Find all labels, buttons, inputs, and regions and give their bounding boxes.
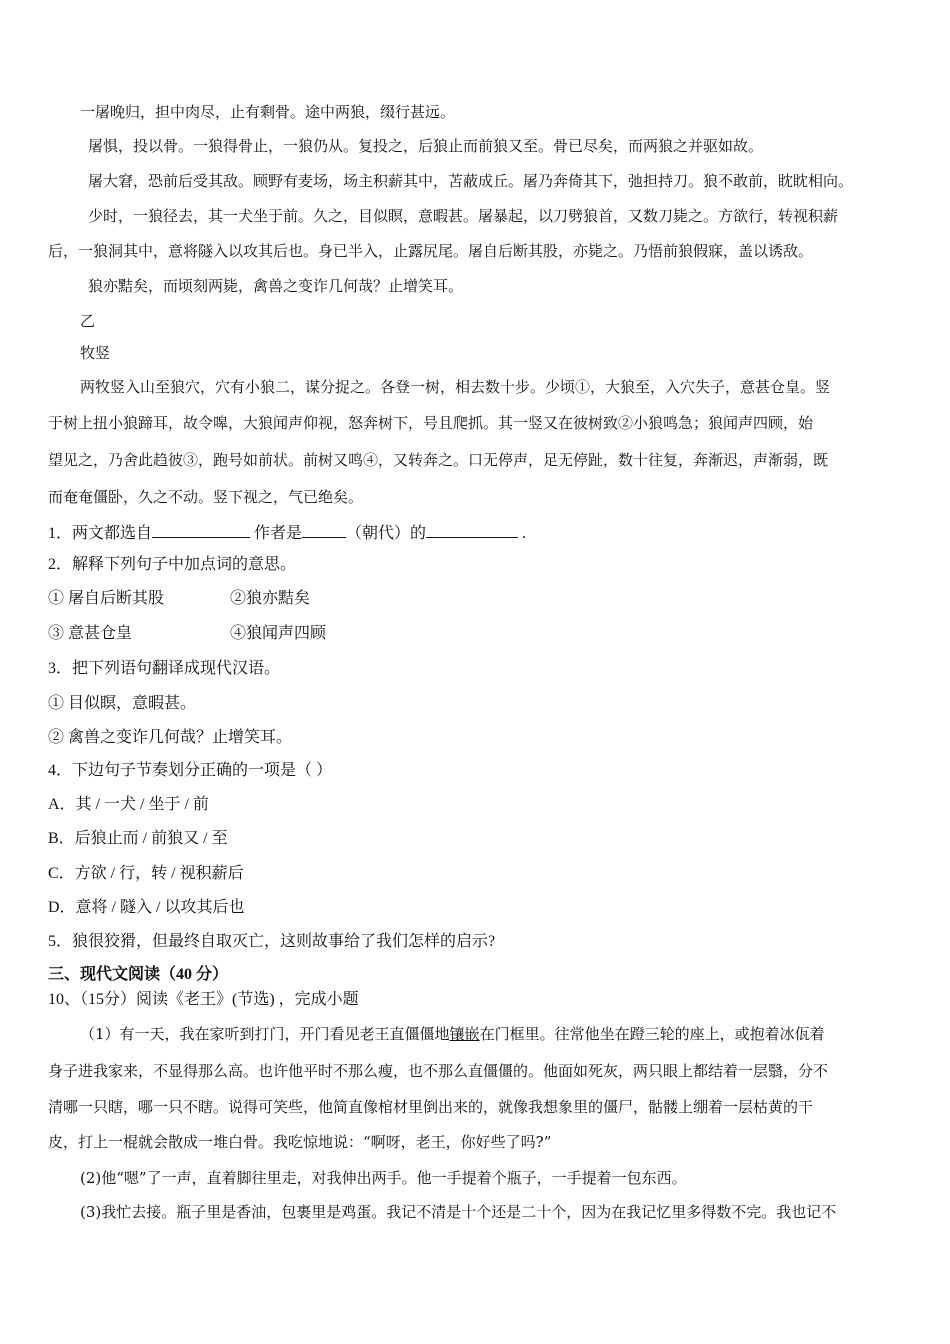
question-1 (48, 521, 906, 544)
question-2: 2．解释下列句子中加点词的意思。 (48, 556, 297, 573)
jia-paragraph-3: 屠大窘，恐前后受其敌。顾野有麦场，场主积薪其中，苫蔽成丘。屠乃奔倚其下，弛担持刀。狼不敢前，眈眈相向。 (88, 172, 854, 190)
question-3-item-2: ② 禽兽之变诈几何哉？止增笑耳。 (48, 729, 293, 746)
jia-paragraph-2: 屠惧，投以骨。一狼得骨止，一狼仍从。复投之，后狼止而前狼又至。骨已尽矣，而两狼之并驱如故。 (88, 137, 764, 155)
answer-blank-source (152, 521, 250, 538)
jia-paragraph-5: 狼亦黠矣，而顷刻两毙，禽兽之变诈几何哉？止增笑耳。 (88, 277, 464, 295)
laowang-paragraph-1d: 皮，打上一棍就会散成一堆白骨。我吃惊地说：“啊呀，老王，你好些了吗?” (48, 1133, 552, 1151)
laowang-paragraph-1a-pre: （1）有一天，我在家听到打门，开门看见老王直僵僵地 (80, 1025, 450, 1043)
yi-title: 牧竖 (80, 344, 111, 362)
answer-blank-author (426, 521, 518, 538)
section-3-heading: 三、现代文阅读（40 分） (48, 966, 229, 983)
laowang-paragraph-2: (2)他“嗯”了一声，直着脚往里走，对我伸出两手。他一手提着个瓶子，一手提着一包东西。 (80, 1169, 687, 1187)
underlined-word: 镶嵌 (449, 1025, 480, 1043)
question-4-option-d: D．意将 / 隧入 / 以攻其后也 (48, 899, 245, 916)
yi-line-2: 于树上扭小狼蹄耳，故令嗥，大狼闻声仰视，怒奔树下，号且爬抓。其一竖又在彼树致②小狼鸣急；狼闻声四顾，始 (48, 414, 814, 432)
question-2-option-3: ③ 意甚仓皇 (48, 625, 133, 642)
question-4-option-c: C．方欲 / 行，转 / 视积薪后 (48, 865, 244, 882)
question-1-author-text: 作者是 (250, 525, 303, 542)
question-3: 3．把下列语句翻译成现代汉语。 (48, 660, 281, 677)
question-1-dynasty-text: （朝代）的 (346, 525, 427, 542)
question-2-option-1: ① 屠自后断其股 (48, 590, 165, 607)
question-2-option-2: ②狼亦黠矣 (230, 590, 311, 607)
laowang-paragraph-1a-post: 在门框里。往常他坐在蹬三轮的座上，或抱着冰佤着 (479, 1025, 825, 1043)
question-10-prompt: 10、（15分）阅读《老王》(节选) ，完成小题 (48, 991, 359, 1008)
yi-line-3: 望见之，乃舍此趋彼③，跑号如前状。前树又鸣④，又转奔之。口无停声，足无停趾，数十往复，奔渐迟，声渐弱，既 (48, 451, 829, 469)
yi-label: 乙 (80, 312, 96, 330)
yi-line-1: 两牧竖入山至狼穴，穴有小狼二，谋分捉之。各登一树，相去数十步。少顷①，大狼至，入穴失子，意甚仓皇。竖 (80, 378, 831, 396)
laowang-paragraph-3: (3)我忙去接。瓶子里是香油，包裹里是鸡蛋。我记不清是十个还是二十个，因为在我记忆里多得数不完。我也记不 (80, 1203, 837, 1221)
question-2-option-4: ④狼闻声四顾 (230, 625, 327, 642)
question-4-option-a: A．其 / 一犬 / 坐于 / 前 (48, 796, 209, 813)
laowang-paragraph-1c: 清哪一只瞎，哪一只不瞎。说得可笑些，他简直像棺材里倒出来的，就像我想象里的僵尸，骷髅上绷着一层枯黄的干 (48, 1098, 814, 1116)
answer-blank-dynasty (302, 521, 346, 538)
jia-paragraph-4a: 少时，一狼径去，其一犬坐于前。久之，目似瞑，意暇甚。屠暴起，以刀劈狼首，又数刀毙之。方欲行，转视积薪 (88, 207, 839, 225)
question-4-option-b: B．后狼止而 / 前狼又 / 至 (48, 830, 228, 847)
question-1-suffix: . (518, 525, 527, 542)
yi-line-4: 而奄奄僵卧，久之不动。竖下视之，气已绝矣。 (48, 488, 364, 506)
question-1-prefix: 1．两文都选自 (48, 525, 153, 542)
jia-paragraph-4b: 后，一狼洞其中，意将隧入以攻其后也。身已半入，止露尻尾。屠自后断其股，亦毙之。乃悟前狼假寐，盖以诱敌。 (48, 242, 814, 260)
question-5: 5．狼很狡猾，但最终自取灭亡，这则故事给了我们怎样的启示? (48, 933, 496, 950)
laowang-paragraph-1b: 身子进我家来，不显得那么高。也许他平时不那么瘦，也不那么直僵僵的。他面如死灰，两只眼上都结着一层翳，分不 (48, 1062, 829, 1080)
question-4: 4．下边句子节奏划分正确的一项是（ ） (48, 762, 333, 779)
laowang-paragraph-1a (80, 1024, 906, 1044)
question-3-item-1: ① 目似瞑，意暇甚。 (48, 695, 197, 712)
jia-paragraph-1: 一屠晚归，担中肉尽，止有剩骨。途中两狼，缀行甚远。 (80, 103, 456, 121)
